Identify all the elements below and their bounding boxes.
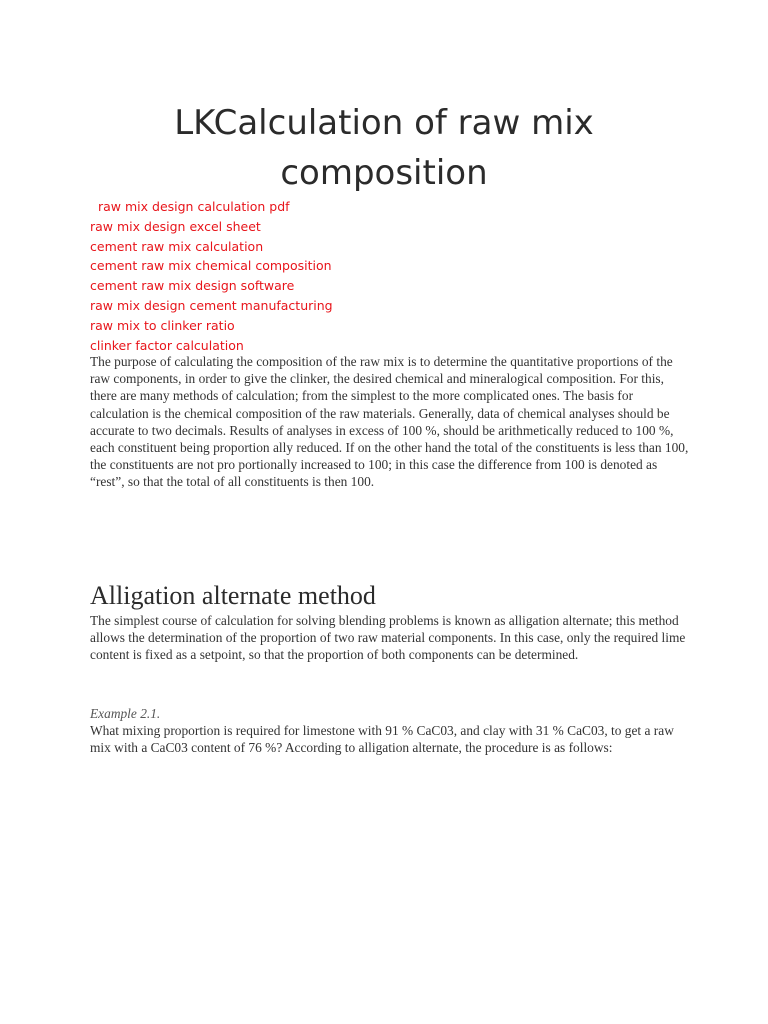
related-link[interactable]: raw mix design cement manufacturing [90,297,333,313]
related-link[interactable]: raw mix design calculation pdf [98,199,290,214]
section-paragraph: The simplest course of calculation for solving blending problems is known as alligation alternate; this method allows the determination of the proportion of two raw material components. In this case, only the required lime content is fixed as a setpoint, so that the proportion of both components can be determined. [90,613,686,663]
related-link[interactable]: cement raw mix design software [90,278,295,294]
related-link[interactable]: raw mix design excel sheet [90,218,261,234]
related-links-list [90,197,690,355]
related-link[interactable]: cement raw mix calculation [90,238,264,254]
example-label: Example 2.1. [90,706,161,721]
related-link[interactable]: clinker factor calculation [90,337,244,353]
page-title: LKCalculation of raw mix composition [174,103,594,193]
related-link[interactable]: raw mix to clinker ratio [90,317,235,333]
intro-paragraph: The purpose of calculating the composition of the raw mix is to determine the quantitative proportions of the raw components, in order to give the clinker, the desired chemical and mineralogical composition. For this, there are many methods of calculation; from the simplest to the more complicated ones. The basis for calculation is the chemical composition of the raw materials. Generally, data of chemical analyses should be accurate to two decimals. Results of analyses in excess of 100 %, should be arithmetically reduced to 100 %, each constituent being proportion ally reduced. If on the other hand the total of the constituents is less than 100, the constituents are not pro portionally increased to 100; in this case the difference from 100 is denoted as “rest”, so that the total of all constituents is then 100. [90,354,689,490]
related-link[interactable]: cement raw mix chemical composition [90,258,332,274]
section-heading: Alligation alternate method [90,581,376,610]
example-paragraph: What mixing proportion is required for limestone with 91 % CaC03, and clay with 31 % CaC03, to get a raw mix with a CaC03 content of 76 %? According to alligation alternate, the procedure is as follows: [90,723,674,756]
